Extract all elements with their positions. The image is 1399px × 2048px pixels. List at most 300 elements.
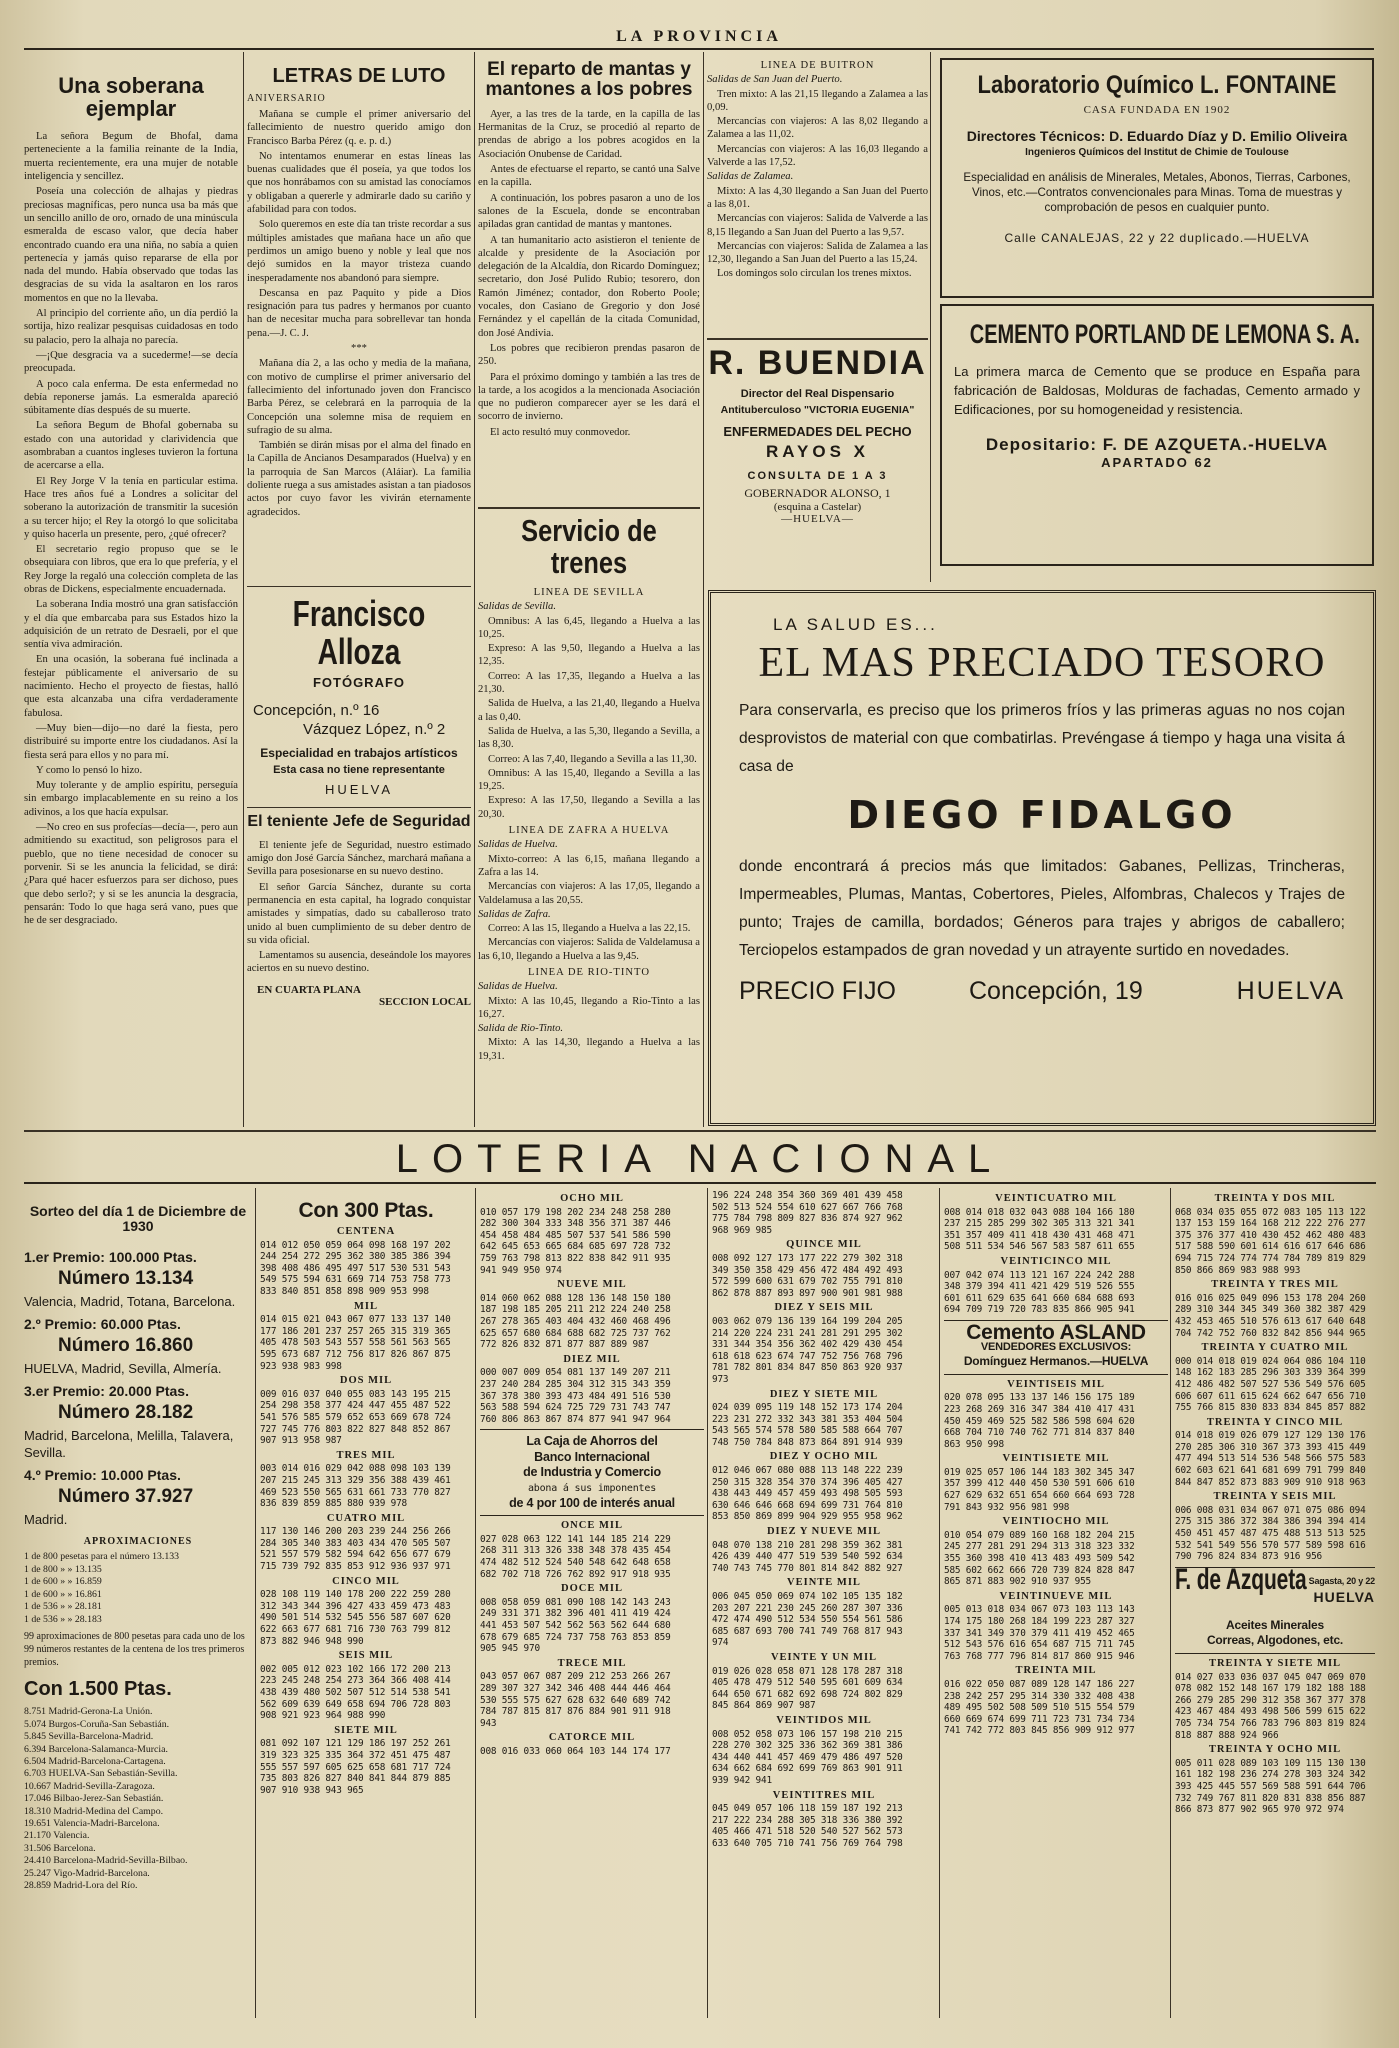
number-row: 727 745 776 803 822 827 848 852 867 [260,1423,451,1435]
number-group [944,1453,1168,1513]
train-entry: Mercancías con viajeros: A las 8,02 llegando a Zalamea a las 11,02. [707,116,928,141]
ad-asland [944,1320,1168,1375]
number-group [1175,1658,1375,1741]
number-row: 043 057 067 087 209 212 253 266 267 [480,1671,671,1683]
departure-heading: Salidas de Huelva. [478,981,558,993]
number-row: 019 026 028 058 071 128 178 287 318 [712,1665,903,1677]
p1500-entry: 25.247 Vigo-Madrid-Barcelona. [24,1867,150,1879]
paragraph: —No creo en sus profecías—decía—, pero aun admitiendo su exactitud, son peligrosos para el pueblo, que no tiene necesidad de conocer su porvenir. Si se les anuncia la felicidad, se dirá: ¿Para qué hacer esfuerzos para ser dichoso, pues que debo serlo?; y si se les anuncia la desgracia, pensarán: Todo lo que haga será vano, pues que he de ser desgraciado. [24,822,238,927]
number-row: 016 016 025 049 096 153 178 204 260 [1175,1292,1366,1304]
number-group [260,1650,472,1722]
number-group [712,1652,936,1712]
caja-l5: de 4 por 100 de interés anual [509,1495,675,1510]
p1500-entry: 31.506 Barcelona. [24,1842,96,1854]
number-row: 282 300 304 333 348 356 371 387 446 [480,1218,671,1230]
ad-title: CEMENTO PORTLAND DE LEMONA S. A. [969,319,1360,349]
number-row: 784 787 815 817 876 884 901 911 918 [480,1706,671,1718]
lottery-col-3 [480,1190,704,2018]
p1500-entry: 17.046 Bilbao-Jerez-San Sebastián. [24,1793,164,1805]
p1500-entry: 28.859 Madrid-Lora del Río. [24,1880,138,1892]
number-row: 117 130 146 200 203 239 244 256 266 [260,1526,451,1538]
number-row: 014 012 050 059 064 098 168 197 202 [260,1239,451,1251]
number-row: 517 588 590 601 614 616 617 646 686 [1175,1241,1366,1253]
approx-entry: 1 de 536 » » 28.183 [24,1613,102,1625]
paragraph: También se dirán misas por el alma del finado en la Capilla de Ancianos Desamparados (Huelva) y en la parroquia de San Marcos (Aláiar). La familia doliente ruega a sus amistades asistan a tan piadosos actos por cuyo favor les vivirán eternamente agradecidos. [247,440,471,518]
number-row: 003 014 016 029 042 088 098 103 139 [260,1463,451,1475]
number-row: 223 231 272 332 343 381 353 404 504 [712,1413,903,1425]
number-row: 289 307 327 342 346 408 444 446 464 [480,1682,671,1694]
paragraph: La señora Begum de Bhofal, dama perteneciente a la familia reinante de la India, muerta recientemente, era una mujer de notable inteligencia y sencillez. [24,131,238,183]
number-row: 019 025 057 106 144 183 302 345 347 [944,1466,1135,1478]
number-row: 028 108 119 140 178 200 222 259 280 [260,1589,451,1601]
approx-list [24,1551,252,1626]
number-row: 008 092 127 173 177 222 279 302 318 [712,1252,903,1264]
draw-date: Sorteo del día 1 de Diciembre de 1930 [29,1203,247,1234]
number-row: 705 734 754 766 783 796 803 819 824 [1175,1717,1366,1729]
group-heading: SEIS MIL [338,1650,394,1662]
paragraph: El señor García Sánchez, durante su corta permanencia en esta capital, ha logrado conquistar amistades y simpatías, dado su caballeroso trato unido al buen cumplimiento de su deber dentro de su vida oficial. [247,881,471,946]
number-row: 000 007 009 054 081 137 149 207 211 [480,1367,671,1379]
number-row: 161 182 198 236 274 278 303 324 342 [1175,1769,1366,1781]
train-entry: Expreso: A las 17,50, llegando a Sevilla a las 20,30. [478,795,700,820]
paragraph: El acto resultó muy conmovedor. [490,426,631,438]
paragraph: Muy tolerante y de amplio espíritu, perseguía sin embargo implacablemente en su reino a los adivinos, a los que hacía expulsar. [24,780,238,818]
train-entry: Omnibus: A las 6,45, llegando a Huelva a las 10,25. [478,615,700,640]
group-heading: SIETE MIL [334,1724,398,1736]
ad-address: Concepción, 19 [969,977,1143,1005]
number-row: 045 049 057 106 118 159 187 192 213 [712,1803,903,1815]
number-row: 905 945 970 [480,1643,540,1655]
prize-places: Madrid. [24,1512,68,1528]
paragraph: En una ocasión, la soberana fué inclinada a festejar públicamente el aniversario de su nacimiento. Hecho el proyecto de fiestas, halló que esta alcanzaba una cifra verdaderamente fabulosa. [24,654,238,719]
paragraph: El Rey Jorge V la tenía en particular estima. Hace tres años fué a Londres a solicitar del soberano la autorización de transmitir la sucesión a su tercer hijo; el Rey la otorgó lo que solicitaba y quiso hacerla un presente, pero, ¿qué ofrecer? [24,475,238,540]
train-entry: Mixto-correo: A las 6,15, mañana llegando a Zafra a las 14. [478,853,700,878]
paragraph: Mañana se cumple el primer aniversario del fallecimiento de nuestro querido amigo don Francisco Barba Pérez (q. e. p. d.) [247,109,471,147]
group-heading: TREINTA Y CINCO MIL [1206,1416,1344,1428]
number-row: 024 039 095 119 148 152 173 174 204 [712,1402,903,1414]
prize-number: Número 28.182 [58,1402,194,1424]
p1500-entry: 6.394 Barcelona-Salamanca-Murcia. [24,1743,168,1755]
number-row: 020 078 095 133 137 146 156 175 189 [944,1392,1135,1404]
number-row: 748 750 784 848 873 864 891 914 939 [712,1436,903,1448]
group-heading: MIL [354,1300,378,1312]
group-heading: DIEZ Y SIETE MIL [769,1388,879,1400]
ad-line-2: Antituberculoso "VICTORIA EUGENIA" [720,403,915,416]
number-row: 562 609 639 649 658 694 706 728 803 [260,1698,451,1710]
number-row: 836 839 859 885 880 939 978 [260,1498,407,1510]
train-entry: Omnibus: A las 15,40, llegando a Sevilla a las 19,25. [478,767,700,793]
group-heading: VEINTINUEVE MIL [999,1590,1113,1602]
number-row: 601 611 629 635 641 660 684 688 693 [944,1292,1135,1304]
departure-heading: Salidas de San Juan del Puerto. [707,74,843,86]
number-row: 289 310 344 345 349 360 382 387 429 [1175,1304,1366,1316]
number-row: 238 242 257 295 314 330 332 408 438 [944,1690,1135,1702]
ad-line-4: RAYOS X [766,441,869,461]
group-heading: TREINTA Y OCHO MIL [1208,1744,1342,1756]
ad-line-2: Esta casa no tiene representante [273,763,445,776]
paragraph: A tan humanitario acto asistieron el teniente de alcalde y presidente de la Asociación por delegación de la Alcaldía, don Ricardo Domínguez; secretario, don José Pulido Rubio; tesorero, don Ramón Jiménez; contador, don Roberto Poole; vocales, don Casiano de Gregorio y don José Fernández y el capellán de la citada Comunidad, don José Andivia. [478,234,700,339]
number-row: 853 850 869 899 904 929 955 958 962 [712,1511,903,1523]
number-row: 266 279 285 290 312 358 367 377 378 [1175,1694,1366,1706]
number-row: 027 028 063 122 141 144 185 214 229 [480,1533,671,1545]
number-row: 434 440 441 457 469 479 486 497 520 [712,1751,903,1763]
approx-entry: 1 de 600 » » 16.861 [24,1588,102,1600]
p1500-entry: 6.703 HUELVA-San Sebastián-Sevilla. [24,1768,178,1780]
number-row: 454 458 484 485 507 537 541 586 590 [480,1229,671,1241]
number-row: 426 439 440 477 519 539 540 592 634 [712,1551,903,1563]
number-row: 694 709 719 720 783 835 866 905 941 [944,1304,1135,1316]
ad-name: Francisco Alloza [292,593,426,672]
number-group [1175,1491,1375,1563]
number-row: 002 005 012 023 102 166 172 200 213 [260,1663,451,1675]
ad-role: FOTÓGRAFO [312,674,406,690]
ad-founded: CASA FUNDADA EN 1902 [1083,104,1231,117]
number-row: 014 015 021 043 067 077 133 137 140 [260,1314,451,1326]
line-heading: LINEA DE RIO-TINTO [528,966,650,978]
ad-directors: Directores Técnicos: D. Eduardo Díaz y D. Emilio Oliveira [966,128,1348,145]
group-heading: CINCO MIL [332,1575,400,1587]
departure-heading: Salidas de Zafra. [478,908,551,920]
line-heading: LINEA DE ZAFRA A HUELVA [508,825,670,837]
ad-address-2: Vázquez López, n.º 2 [303,720,446,738]
number-group [480,1583,704,1655]
article-body [478,108,700,503]
page-header [24,26,1374,50]
caja-l1: La Caja de Ahorros del [526,1434,658,1449]
number-row: 790 796 824 834 873 916 956 [1175,1551,1322,1563]
number-row: 941 949 950 974 [480,1264,562,1276]
paragraph: No intentamos enumerar en estas líneas las buenas cualidades que él poseía, ya que todos los que nos honrábamos con su amistad las conocíamos y obligaban a quererle y admirarle dado su cariño y afabilidad para con todos. [247,150,471,216]
number-row: 196 224 248 354 360 369 401 439 458 [712,1190,903,1201]
newspaper-title: LA PROVINCIA [616,28,782,45]
group-heading: VEINTITRES MIL [772,1789,876,1801]
train-entry: Mercancías con viajeros: A las 16,03 llegando a Valverde a las 17,52. [707,143,928,169]
number-group [712,1577,936,1649]
ad-city: HUELVA [1236,977,1345,1005]
number-row: 450 459 469 525 582 586 598 604 620 [944,1415,1135,1427]
number-row: 572 599 600 631 679 702 755 791 810 [712,1276,903,1288]
number-row: 660 669 674 699 711 723 731 734 734 [944,1713,1135,1725]
number-row: 489 495 502 508 509 510 515 554 579 [944,1702,1135,1714]
number-row: 432 453 465 510 576 613 617 640 648 [1175,1315,1366,1327]
number-group [260,1301,472,1373]
azqueta-address: Sagasta, 20 y 22 [1308,1575,1375,1586]
number-row: 563 588 594 624 725 729 731 743 747 [480,1402,671,1414]
trains-headline: Servicio de trenes [521,512,657,581]
train-entry: Mixto: A las 10,45, llegando a Rio-Tinto a las 16,27. [478,995,700,1020]
lottery-col-6 [1175,1190,1375,2018]
approx-title: APROXIMACIONES [83,1536,193,1548]
number-group [712,1526,936,1574]
paragraph: Antes de efectuarse el reparto, se cantó una Salve en la capilla. [478,164,700,189]
number-row: 595 673 687 712 756 817 826 867 875 [260,1348,451,1360]
number-row: 412 486 482 507 527 536 549 576 605 [1175,1378,1366,1390]
ad-fidalgo [708,590,1376,1126]
number-row: 622 663 677 681 716 730 763 799 812 [260,1624,451,1636]
number-row: 873 882 946 948 990 [260,1635,364,1647]
prize-label: 2.º Premio: 60.000 Ptas. [24,1316,181,1333]
number-row: 337 341 349 370 379 411 419 452 465 [944,1627,1135,1639]
train-entry: Tren mixto: A las 21,15 llegando a Zalamea a las 0,09. [707,88,928,113]
number-row: 008 014 018 032 043 088 104 166 180 [944,1206,1135,1218]
number-row: 634 662 684 692 699 769 863 901 911 [712,1763,903,1775]
number-row: 602 603 621 641 681 699 791 799 840 [1175,1465,1366,1477]
approx-entry: 1 de 800 pesetas para el número 13.133 [24,1551,180,1563]
number-row: 331 344 354 356 362 402 429 430 454 [712,1339,903,1351]
number-row: 532 541 549 556 570 577 589 598 616 [1175,1539,1366,1551]
number-row: 508 511 534 546 567 583 587 611 655 [944,1241,1135,1253]
number-row: 668 704 710 740 762 771 814 837 840 [944,1427,1135,1439]
number-row: 008 058 059 081 090 108 142 143 243 [480,1596,671,1608]
number-group [260,1725,472,1797]
train-entry: Mercancías con viajeros: A las 17,05, llegando a Valdelamusa a las 20,55. [478,881,700,906]
p300-title: Con 300 Ptas. [298,1199,434,1222]
number-row: 543 565 574 578 580 585 588 664 707 [712,1425,903,1437]
number-row: 005 011 028 089 103 109 115 130 130 [1175,1757,1366,1769]
paragraph: A continuación, los pobres pasaron a uno de los salones de la Escuela, donde se encontraban apiladas gran cantidad de mantas y mantones. [478,192,700,231]
number-group [1175,1279,1375,1339]
number-row: 357 399 412 440 450 530 591 606 610 [944,1478,1135,1490]
number-row: 974 [712,1637,729,1649]
group-heading: CENTENA [336,1226,396,1238]
column-luto [247,56,471,1126]
group-heading: CUATRO MIL [326,1512,406,1524]
p1500-entry: 5.845 Sevilla-Barcelona-Madrid. [24,1731,154,1743]
number-row: 818 887 888 924 966 [1175,1729,1279,1741]
number-row: 850 866 869 983 988 993 [1175,1264,1301,1276]
headline: Una soberana ejemplar [58,73,204,122]
article-body-seguridad [247,839,471,976]
number-group [1175,1193,1375,1276]
number-row: 008 052 058 073 106 157 198 210 215 [712,1728,903,1740]
ad-line-7: (esquina a Castelar) [773,500,862,513]
number-row: 438 443 449 457 459 493 498 505 593 [712,1488,903,1500]
train-schedule [707,56,928,336]
number-group [260,1375,472,1447]
prize-places: HUELVA, Madrid, Sevilla, Almería. [24,1361,222,1377]
number-row: 014 027 033 036 037 045 047 069 070 [1175,1671,1366,1683]
number-row: 685 687 693 700 741 749 768 817 943 [712,1625,903,1637]
number-row: 014 018 019 026 079 127 129 130 176 [1175,1430,1366,1442]
paragraph: El secretario regio propuso que se le obsequiara con libros, que era lo que prefería, y el Rey Jorge la regaló una colección completa de las obras de Dickens, especialmente encuadernada. [24,544,238,595]
number-row: 474 482 512 524 540 548 642 648 658 [480,1557,671,1569]
ad-text-1: Para conservarla, es preciso que los primeros fríos y las primeras aguas no nos cojan desprovistos de material con que combatirlas. Prevéngase á tiempo y haga una visita á casa de [739,702,1345,775]
number-row: 973 [712,1373,729,1385]
number-row: 006 045 050 069 074 102 105 135 182 [712,1591,903,1602]
number-row: 223 245 248 254 273 364 366 408 414 [260,1675,451,1687]
number-row: 704 742 752 760 832 842 856 944 965 [1175,1327,1366,1339]
ad-kicker: LA SALUD ES... [773,615,938,634]
asland-sub: VENDEDORES EXCLUSIVOS: [980,1340,1132,1353]
number-row: 625 657 680 684 688 682 725 737 762 [480,1327,671,1339]
p1500-list [24,1706,252,1892]
number-row: 081 092 107 121 129 186 197 252 261 [260,1738,451,1750]
lottery-col-4 [712,1190,936,2018]
number-group [944,1516,1168,1588]
paragraph: Lamentamos su ausencia, deseándole los mayores aciertos en su nuevo destino. [247,950,471,975]
number-row: 367 378 380 393 473 484 491 516 530 [480,1390,671,1402]
number-row: 375 376 377 410 430 452 462 480 483 [1175,1229,1366,1241]
p1500-title: Con 1.500 Ptas. [24,1678,172,1701]
paragraph: Al principio del corriente año, un día perdió la sortija, hizo realizar pesquisas cuidadosas en todo su palacio, pero la alhaja no parecía. [24,308,238,346]
ad-line-5: CONSULTA DE 1 A 3 [747,469,888,482]
number-row: 759 763 798 813 822 838 842 911 935 [480,1252,671,1264]
number-row: 237 240 284 285 304 312 315 343 359 [480,1378,671,1390]
number-row: 137 153 159 164 168 212 222 276 277 [1175,1218,1366,1230]
group-heading: DOCE MIL [561,1583,623,1595]
number-group [1175,1744,1375,1816]
paragraph: Solo queremos en este día tan triste recordar a sus múltiples amistades que mañana hace un año que perdimos un amigo bueno y noble y leal que nos dejó sumidos en la mayor tristeza cuando inesperadamente nos abandonó para siempre. [247,219,471,284]
asland-title: Cemento ASLAND [966,1320,1146,1344]
number-row: 627 629 632 651 654 660 664 693 728 [944,1490,1135,1502]
number-row: 348 379 394 411 421 429 519 526 555 [944,1281,1135,1293]
ad-city: HUELVA [324,781,394,797]
ad-name: R. BUENDIA [708,344,927,382]
group-heading: ONCE MIL [561,1520,623,1532]
number-row: 393 425 445 557 569 588 591 644 706 [1175,1780,1366,1792]
prize [24,1316,252,1377]
paragraph: —¡Que desgracia va a sucederme!—se decía preocupada. [24,349,238,375]
group-heading: DIEZ Y NUEVE MIL [766,1526,882,1538]
number-group [480,1279,704,1351]
ad-line-3: ENFERMEDADES DEL PECHO [723,423,912,439]
group-heading: TREINTA MIL [1015,1665,1097,1677]
number-row: 763 768 777 796 814 817 860 915 946 [944,1650,1135,1662]
train-entry: Mercancías con viajeros: Salida de Valverde a las 8,15 llegando a San Juan del Puerto a las 9,57. [707,213,928,238]
number-row: 472 474 490 512 534 550 554 561 586 [712,1614,903,1626]
number-row: 833 840 851 858 898 909 953 998 [260,1286,429,1298]
number-row: 174 175 180 268 184 199 223 287 327 [944,1616,1135,1627]
azqueta-name: F. de Azqueta [1175,1562,1307,1596]
number-group [712,1715,936,1787]
lottery-col-2 [260,1190,472,2018]
number-row: 068 034 035 055 072 083 105 113 122 [1175,1206,1366,1218]
group-heading: NUEVE MIL [557,1279,627,1291]
group-heading: TREINTA Y DOS MIL [1214,1193,1336,1204]
group-heading: CATORCE MIL [548,1732,636,1744]
number-row: 862 878 887 893 897 900 901 981 988 [712,1287,903,1299]
number-group [480,1520,704,1580]
train-entry: Correo: A las 17,35, llegando a Huelva a las 21,30. [478,670,700,696]
group-heading: VEINTISIETE MIL [1002,1453,1110,1465]
azqueta-city: HUELVA [1313,1588,1375,1605]
number-group [260,1513,472,1573]
number-row: 319 323 325 335 364 372 451 475 487 [260,1749,451,1761]
number-row: 502 513 524 554 610 627 667 766 768 [712,1201,903,1213]
number-group [712,1190,936,1236]
azqueta-l2: Correas, Algodones, etc. [1206,1633,1344,1648]
number-row: 939 942 941 [712,1774,772,1786]
number-group [712,1451,936,1523]
group-heading: TRECE MIL [557,1657,627,1669]
number-row: 012 046 067 080 088 113 148 222 239 [712,1465,903,1477]
group-heading: TRES MIL [336,1449,396,1461]
number-row: 349 350 358 429 456 472 484 492 493 [712,1264,903,1276]
paragraph: Mañana día 2, a las ocho y media de la mañana, con motivo de cumplirse el primer aniversario del fallecimiento del infortunado joven don Francisco Barba Pérez, se celebrará en la parroquia de la Concepción una solemne misa de requiem en sufragio de su alma. [247,358,471,436]
prize-places: Madrid, Barcelona, Melilla, Talavera, Sevilla. [24,1428,234,1461]
paragraph: *** [351,343,367,355]
number-group [944,1591,1168,1663]
number-row: 284 305 340 383 403 434 470 505 507 [260,1537,451,1549]
ad-price: PRECIO FIJO [739,977,896,1005]
headline: El reparto de mantas y mantones a los pobres [485,59,693,100]
number-row: 005 013 018 034 067 073 103 113 143 [944,1604,1135,1616]
ad-line-1: Especialidad en trabajos artísticos [260,745,458,760]
number-group [480,1354,704,1426]
ad-sub: Ingenieros Químicos del Institut de Chimie de Toulouse [1025,147,1289,159]
number-row: 865 871 883 902 910 937 955 [944,1576,1091,1588]
ad-line-6: GOBERNADOR ALONSO, 1 [744,485,891,500]
article-soberana [24,56,238,1126]
number-group [944,1379,1168,1451]
train-entry: Mercancías con viajeros: Salida de Zalamea a las 12,30, llegando a San Juan del Puerto a las 15,24. [707,240,928,266]
group-heading: TREINTA Y CUATRO MIL [1201,1342,1349,1354]
number-row: 678 679 685 724 737 758 763 853 859 [480,1631,671,1643]
number-row: 740 743 745 770 801 814 842 882 927 [712,1562,903,1574]
prize-label: 1.er Premio: 100.000 Ptas. [24,1249,197,1266]
train-entry: Salida de Huelva, a las 21,40, llegando a Huelva a las 0,40. [478,698,700,723]
number-row: 223 268 269 316 347 384 410 417 431 [944,1403,1135,1415]
paragraph: El teniente jefe de Seguridad, nuestro estimado amigo don José García Sánchez, marchará mañana a Sevilla para posesionarse en su nuevo destino. [247,839,471,878]
number-row: 014 060 062 088 128 136 148 150 180 [480,1292,671,1304]
group-heading: VEINTICUATRO MIL [995,1193,1117,1204]
number-row: 477 494 513 514 536 548 566 575 583 [1175,1453,1366,1465]
p1500-entry: 21.170 Valencia. [24,1830,90,1842]
number-row: 606 607 611 615 624 662 647 656 710 [1175,1390,1366,1402]
number-row: 469 523 550 565 631 661 733 770 827 [260,1486,451,1498]
train-entry: Mercancías con viajeros: Salida de Valdelamusa a las 6,10, llegando a Huelva a las 9,45. [478,937,700,962]
number-row: 006 008 031 034 067 071 075 086 094 [1175,1504,1366,1516]
ad-line-1: Director del Real Dispensario [740,387,895,400]
group-heading: VEINTE Y UN MIL [770,1651,878,1663]
lottery-col-5 [944,1190,1168,2018]
departure-heading: Salidas de Sevilla. [478,601,556,613]
number-group [260,1576,472,1648]
ad-address-1: Concepción, n.º 16 [253,701,380,719]
number-row: 775 784 798 809 827 836 874 927 962 [712,1213,903,1225]
number-row: 585 602 662 666 720 739 824 828 847 [944,1564,1135,1576]
group-heading: VEINTIOCHO MIL [1002,1516,1110,1528]
number-row: 512 543 576 616 654 687 715 711 745 [944,1639,1135,1651]
group-heading: VEINTISEIS MIL [1007,1378,1105,1390]
ad-text: La primera marca de Cemento que se produce en España para fabricación de Baldosas, Molduras de fachadas, Cemento armado y Edificaciones, por su homogeneidad y resistencia. [954,364,1360,418]
ad-po: APARTADO 62 [1101,455,1213,471]
prize-number: Número 37.927 [58,1486,194,1508]
group-heading: VEINTIDOS MIL [776,1714,872,1726]
approx-entry: 1 de 600 » » 16.859 [24,1576,102,1588]
number-row: 541 576 585 579 652 653 669 678 724 [260,1411,451,1423]
number-row: 791 843 932 956 981 998 [944,1501,1070,1513]
number-group [1175,1417,1375,1489]
paragraph: Ayer, a las tres de la tarde, en la capilla de las Hermanitas de la Cruz, se procedió al reparto de prendas de abrigo a los pobres acogidos en la Asociación Onubense de Caridad. [478,108,700,160]
ad-caja [480,1429,704,1516]
column-buitron [707,56,928,586]
prize-label: 4.º Premio: 10.000 Ptas. [24,1467,181,1484]
group-heading: VEINTE MIL [787,1577,861,1589]
number-row: 254 298 358 377 424 447 455 487 522 [260,1400,451,1412]
ad-address: Calle CANALEJAS, 22 y 22 duplicado.—HUELVA [1004,231,1310,246]
ad-azqueta [1175,1562,1375,1654]
prize-places: Valencia, Madrid, Totana, Barcelona. [24,1294,236,1310]
approx-entry: 1 de 800 » » 13.135 [24,1563,102,1575]
group-heading: VEINTICINCO MIL [1000,1255,1112,1267]
train-schedule [478,586,700,1063]
line-heading: LINEA DE BUITRON [760,60,875,71]
group-heading: DIEZ Y SEIS MIL [774,1302,874,1314]
number-row: 237 215 285 299 302 305 313 321 341 [944,1218,1135,1230]
departure-heading: Salidas de Zalamea. [707,171,794,183]
number-row: 148 162 183 285 296 303 339 364 399 [1175,1367,1366,1379]
